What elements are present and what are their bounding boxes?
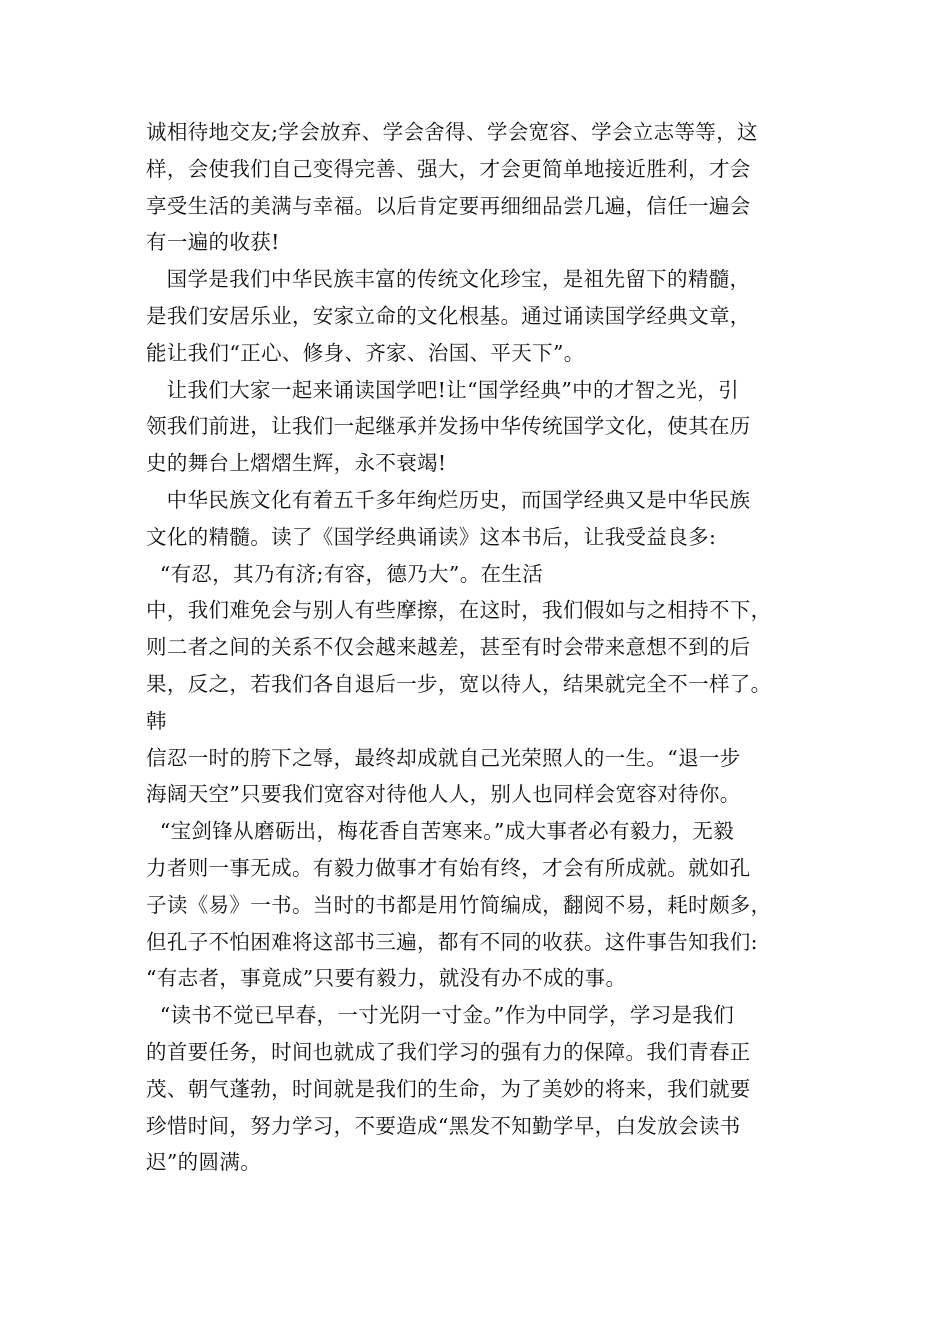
text-line: 珍惜时间，努力学习，不要造成“黑发不知勤学早，白发放会读书 bbox=[146, 1113, 741, 1138]
text-line: “宝剑锋从磨砺出，梅花香自苦寒来。”成大事者必有毅力，无毅 bbox=[146, 819, 735, 844]
text-line: 有一遍的收获! bbox=[146, 230, 280, 255]
text-line: 海阔天空”只要我们宽容对待他人人，别人也同样会宽容对待你。 bbox=[146, 782, 741, 807]
text-line: 享受生活的美满与幸福。以后肯定要再细细品尝几遍，信任一遍会 bbox=[146, 193, 751, 218]
text-line: “读书不觉已早春，一寸光阴一寸金。”作为中同学，学习是我们 bbox=[146, 1003, 735, 1028]
text-line: 韩 bbox=[146, 708, 167, 733]
text-line: 力者则一事无成。有毅力做事才有始有终，才会有所成就。就如孔 bbox=[146, 855, 751, 880]
text-line: 史的舞台上熠熠生辉，永不衰竭! bbox=[146, 451, 447, 476]
text-line: 果，反之，若我们各自退后一步，宽以待人，结果就完全不一样了。 bbox=[146, 671, 772, 696]
text-line: 则二者之间的关系不仅会越来越差，甚至有时会带来意想不到的后 bbox=[146, 635, 751, 660]
text-line: 能让我们“正心、修身、齐家、治国、平天下”。 bbox=[146, 340, 585, 365]
text-line: 子读《易》一书。当时的书都是用竹简编成，翻阅不易，耗时颇多， bbox=[146, 892, 772, 917]
text-line: 是我们安居乐业，安家立命的文化根基。通过诵读国学经典文章， bbox=[146, 303, 751, 328]
text-line: 让我们大家一起来诵读国学吧!让“国学经典”中的才智之光，引 bbox=[146, 377, 739, 402]
text-line: 但孔子不怕困难将这部书三遍，都有不同的收获。这件事告知我们: bbox=[146, 929, 758, 954]
document-body bbox=[146, 114, 826, 1181]
text-line: 文化的精髓。读了《国学经典诵读》这本书后，让我受益良多: bbox=[146, 524, 717, 549]
text-line: 中华民族文化有着五千多年绚烂历史，而国学经典又是中华民族 bbox=[146, 487, 751, 512]
text-line: 诚相待地交友;学会放弃、学会舍得、学会宽容、学会立志等等，这 bbox=[146, 120, 758, 144]
text-line: 样，会使我们自己变得完善、强大，才会更简单地接近胜利，才会 bbox=[146, 156, 751, 181]
text-line: 中，我们难免会与别人有些摩擦，在这时，我们假如与之相持不下， bbox=[146, 598, 772, 623]
text-line: 领我们前进，让我们一起继承并发扬中华传统国学文化，使其在历 bbox=[146, 414, 751, 439]
text-line: 茂、朝气蓬勃，时间就是我们的生命，为了美妙的将来，我们就要 bbox=[146, 1076, 751, 1101]
text-line: 信忍一时的胯下之辱，最终却成就自己光荣照人的一生。“退一步 bbox=[146, 745, 741, 770]
text-line: “有忍，其乃有济;有容，德乃大”。在生活 bbox=[146, 561, 544, 586]
text-line: 国学是我们中华民族丰富的传统文化珍宝，是祖先留下的精髓， bbox=[146, 267, 751, 292]
text-line: 的首要任务，时间也就成了我们学习的强有力的保障。我们青春正 bbox=[146, 1039, 751, 1064]
text-line: 迟”的圆满。 bbox=[146, 1150, 262, 1175]
text-line: “有志者，事竟成”只要有毅力，就没有办不成的事。 bbox=[146, 966, 627, 991]
